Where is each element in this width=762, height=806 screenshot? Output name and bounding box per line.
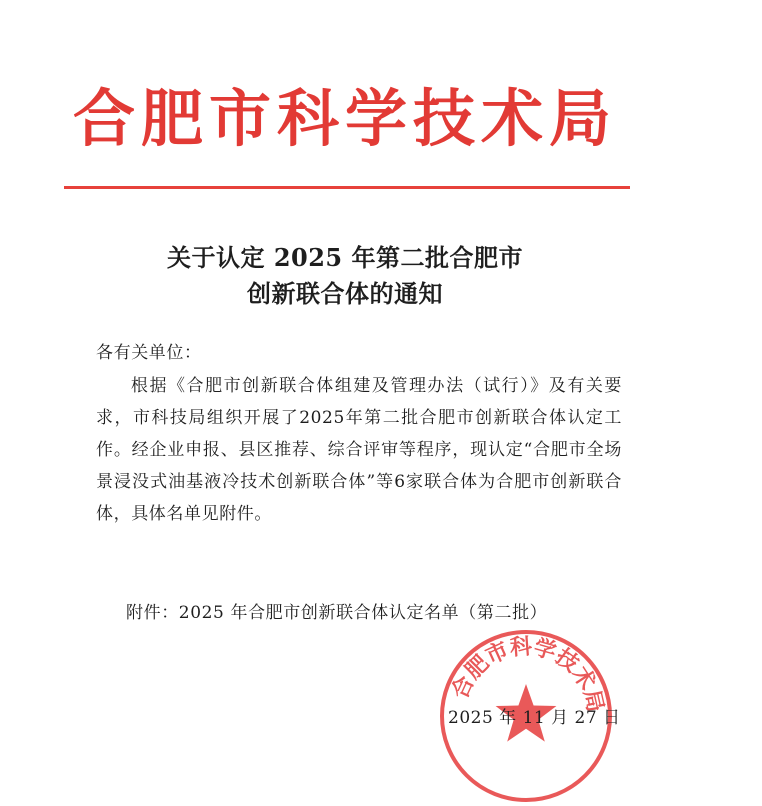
letterhead: 合肥市科学技术局 bbox=[72, 82, 617, 155]
issue-date: 2025 年 11 月 27 日 bbox=[448, 708, 621, 728]
attachment-line: 附件：2025 年合肥市创新联合体认定名单（第二批） bbox=[126, 603, 548, 623]
notice-title-line-1: 关于认定 2025 年第二批合肥市 bbox=[166, 243, 523, 272]
body-text: 根据《合肥市创新联合体组建及管理办法（试行）》及有关要求，市科技局组织开展了2025年第二批合肥市创新联合体认定工作。经企业申报、县区推荐、综合评审等程序，现认定“合肥市全场景浸没式油基液冷技术创新联合体”等6家联合体为合肥市创新联合体，具体名单见附件。 bbox=[96, 376, 622, 524]
salutation: 各有关单位： bbox=[96, 343, 202, 363]
body-paragraph bbox=[96, 370, 622, 530]
notice-title-line-2: 创新联合体的通知 bbox=[247, 279, 443, 308]
seal-text: 合肥市科学技术局 bbox=[447, 634, 608, 715]
letterhead-divider bbox=[64, 186, 630, 189]
